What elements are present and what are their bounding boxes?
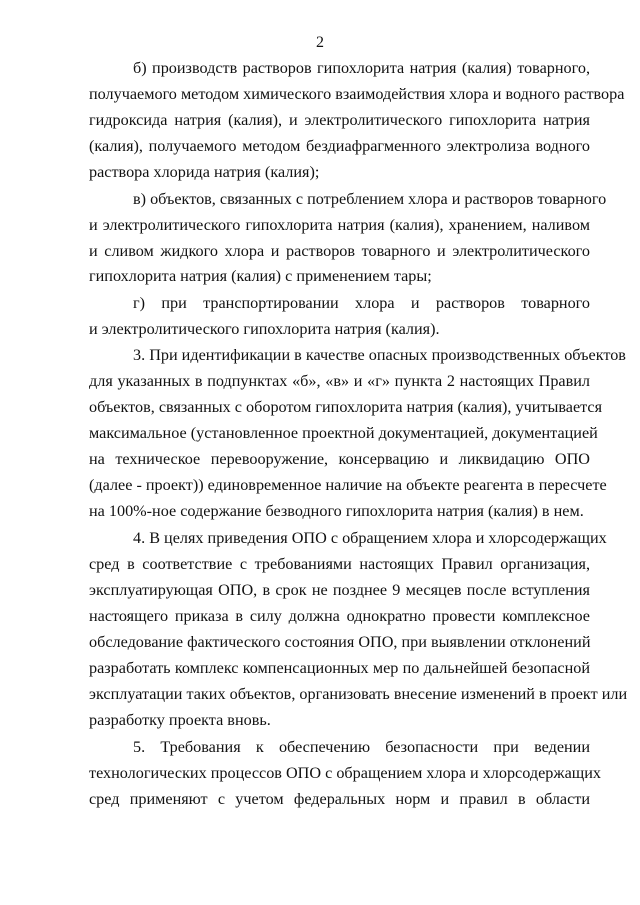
text-line: 3. При идентификации в качестве опасных производственных объектов xyxy=(133,346,626,364)
text-line: г) при транспортировании хлора и растворов товарного xyxy=(133,294,590,312)
text-line: 4. В целях приведения ОПО с обращением хлора и хлорсодержащих xyxy=(133,529,607,547)
text-line: объектов, связанных с оборотом гипохлорита натрия (калия), учитывается xyxy=(89,398,603,416)
text-line: б) производств растворов гипохлорита натрия (калия) товарного, xyxy=(133,59,590,77)
text-line: (далее - проект)) единовременное наличие на объекте реагента в пересчете xyxy=(89,476,607,494)
text-line: максимальное (установленное проектной документацией, документацией xyxy=(89,424,598,442)
text-line: на техническое перевооружение, консервацию и ликвидацию ОПО xyxy=(89,450,590,468)
text-line: и электролитического гипохлорита натрия (калия), хранением, наливом xyxy=(89,216,590,234)
text-line: эксплуатирующая ОПО, в срок не позднее 9 месяцев после вступления xyxy=(89,581,590,599)
text-line: гидроксида натрия (калия), и электролитического гипохлорита натрия xyxy=(89,111,590,129)
text-line: эксплуатации таких объектов, организовать внесение изменений в проект или xyxy=(89,685,628,703)
text-line: и сливом жидкого хлора и растворов товарного и электролитического xyxy=(89,242,590,260)
text-line: в) объектов, связанных с потреблением хлора и растворов товарного xyxy=(133,190,607,208)
text-line: (калия), получаемого методом бездиафрагменного электролиза водного xyxy=(89,137,590,155)
text-line: технологических процессов ОПО с обращением хлора и хлорсодержащих xyxy=(89,764,601,782)
text-line: и электролитического гипохлорита натрия (калия). xyxy=(89,320,440,338)
text-line: для указанных в подпунктах «б», «в» и «г» пункта 2 настоящих Правил xyxy=(89,372,590,390)
text-line: гипохлорита натрия (калия) с применением тары; xyxy=(89,267,432,285)
text-line: на 100%-ное содержание безводного гипохлорита натрия (калия) в нем. xyxy=(89,502,584,520)
text-line: получаемого методом химического взаимодействия хлора и водного раствора xyxy=(89,85,625,103)
page-number: 2 xyxy=(316,34,324,51)
text-line: сред в соответствие с требованиями настоящих Правил организация, xyxy=(89,555,590,573)
text-line: 5. Требования к обеспечению безопасности при ведении xyxy=(133,738,590,756)
text-line: разработать комплекс компенсационных мер по дальнейшей безопасной xyxy=(89,659,590,677)
text-line: обследование фактического состояния ОПО, при выявлении отклонений xyxy=(89,633,591,651)
text-line: настоящего приказа в силу должна однократно провести комплексное xyxy=(89,607,590,625)
text-line: разработку проекта вновь. xyxy=(89,711,271,729)
text-line: сред применяют с учетом федеральных норм и правил в области xyxy=(89,790,590,808)
text-line: раствора хлорида натрия (калия); xyxy=(89,163,320,181)
